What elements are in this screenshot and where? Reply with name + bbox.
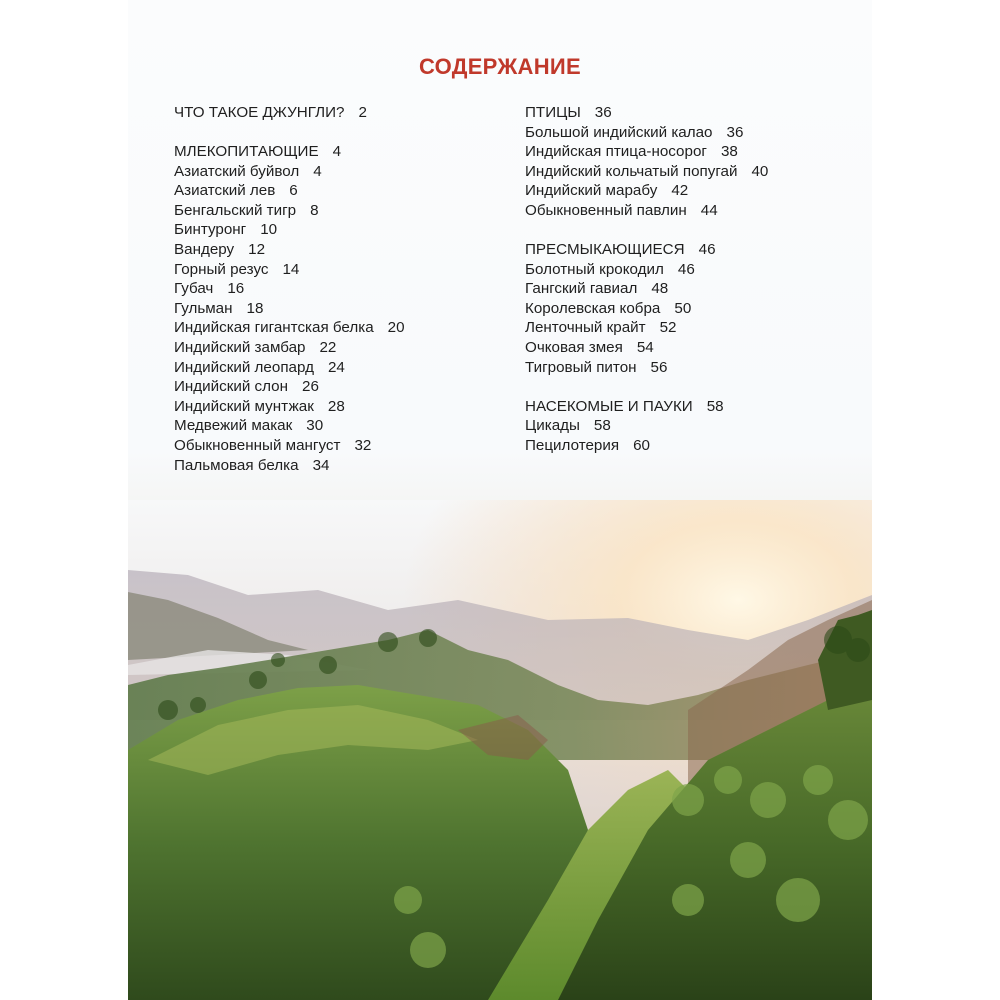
toc-entry-label: Цикады (525, 417, 580, 435)
toc-entry-label: Индийская птица-носорог (525, 143, 707, 161)
toc-entry-page: 24 (327, 358, 345, 376)
toc-entry-page: 8 (310, 201, 319, 219)
toc-entry (525, 162, 768, 182)
toc-heading-label: МЛЕКОПИТАЮЩИЕ (174, 143, 319, 161)
toc-entry-page: 14 (282, 260, 300, 278)
toc-entry (174, 377, 405, 397)
toc-entry-label: Очковая змея (525, 339, 623, 357)
toc-entry-page: 16 (227, 280, 245, 298)
toc-heading-page: 4 (332, 143, 342, 161)
toc-entry-page: 54 (636, 339, 654, 357)
toc-entry (174, 436, 405, 456)
toc-section (174, 142, 405, 475)
toc-entry-page: 22 (319, 339, 337, 357)
toc-entry (174, 240, 405, 260)
toc-entry (174, 397, 405, 417)
toc-entry (174, 279, 405, 299)
toc-section-heading (525, 397, 768, 417)
toc-entry-label: Королевская кобра (525, 299, 661, 317)
toc-entry-label: Индийский леопард (174, 358, 314, 376)
toc-entry-label: Обыкновенный мангуст (174, 437, 341, 454)
toc-entry (525, 299, 768, 319)
toc-heading-label: НАСЕКОМЫЕ И ПАУКИ (525, 397, 693, 415)
toc-entry-label: Индийский замбар (174, 339, 306, 357)
landscape-illustration (128, 500, 872, 1000)
toc-heading-label: ЧТО ТАКОЕ ДЖУНГЛИ? (174, 104, 345, 121)
toc-entry-label: Губач (174, 280, 214, 298)
toc-entry-label: Пальмовая белка (174, 456, 299, 474)
toc-entry (174, 318, 405, 338)
toc-entry (525, 338, 768, 358)
toc-section-heading (525, 103, 768, 123)
toc-section-heading (525, 240, 768, 260)
toc-entry-label: Пецилотерия (525, 436, 620, 454)
toc-section (525, 103, 768, 221)
toc-entry-label: Индийский мунтжак (174, 397, 314, 415)
toc-heading-page: 2 (358, 104, 367, 121)
toc-entry (174, 299, 405, 319)
toc-entry-page: 60 (633, 436, 650, 454)
toc-entry-label: Бенгальский тигр (174, 201, 297, 219)
toc-entry-label: Вандеру (174, 241, 235, 259)
toc-entry-label: Медвежий макак (174, 417, 293, 435)
toc-section (525, 240, 768, 377)
toc-entry-page: 52 (659, 319, 677, 337)
toc-entry-page: 34 (312, 456, 330, 474)
toc-entry (174, 416, 405, 436)
toc-entry (525, 416, 768, 436)
book-page (128, 0, 872, 1000)
toc-entry-page: 28 (327, 397, 345, 415)
toc-right-column (525, 103, 768, 475)
page-title: СОДЕРЖАНИЕ (418, 54, 582, 79)
toc-left-column (174, 103, 405, 495)
toc-entry-page: 48 (651, 280, 669, 298)
toc-entry-label: Индийская гигантская белка (174, 319, 374, 337)
toc-entry (174, 358, 405, 378)
toc-entry-label: Азиатский буйвол (174, 162, 300, 180)
toc-entry (525, 436, 768, 456)
toc-entry-page: 26 (302, 378, 319, 396)
toc-entry (174, 338, 405, 358)
toc-entry (525, 142, 768, 162)
toc-entry (525, 358, 768, 378)
toc-entry (174, 201, 405, 221)
toc-entry (174, 260, 405, 280)
toc-entry-label: Болотный крокодил (525, 260, 664, 278)
toc-entry-label: Горный резус (174, 260, 269, 278)
toc-entry-page: 18 (246, 299, 264, 317)
toc-entry-label: Бинтуронг (174, 221, 247, 239)
toc-entry-page: 58 (593, 417, 611, 435)
toc-entry (174, 456, 405, 476)
toc-entry-page: 12 (248, 241, 266, 259)
toc-entry-page: 56 (650, 358, 668, 376)
toc-section-heading (174, 103, 405, 123)
toc-entry-label: Большой индийский калао (525, 123, 713, 141)
toc-entry-label: Тигровый питон (525, 358, 637, 376)
toc-entry (174, 162, 405, 182)
toc-entry-page: 36 (726, 123, 744, 141)
toc-entry-label: Гангский гавиал (525, 280, 638, 298)
toc-entry-page: 6 (289, 182, 298, 200)
toc-entry-label: Ленточный крайт (525, 319, 646, 337)
toc-entry-label: Индийский кольчатый попугай (525, 162, 738, 180)
toc-heading-page: 36 (594, 104, 612, 121)
toc-entry (525, 181, 768, 201)
toc-entry (174, 220, 405, 240)
toc-entry-page: 38 (720, 143, 738, 161)
toc-entry-label: Индийский марабу (525, 182, 658, 200)
toc-heading-label: ПРЕСМЫКАЮЩИЕСЯ (525, 241, 685, 259)
toc-entry-page: 50 (674, 299, 692, 317)
toc-entry (525, 260, 768, 280)
toc-entry-page: 20 (387, 319, 405, 337)
toc-section-heading (174, 142, 405, 162)
toc-entry (525, 318, 768, 338)
toc-entry-label: Гульман (174, 299, 233, 317)
toc-heading-page: 58 (706, 397, 724, 415)
toc-entry (525, 201, 768, 221)
toc-entry-page: 42 (671, 182, 689, 200)
toc-entry-page: 10 (260, 221, 278, 239)
toc-entry-page: 46 (677, 260, 695, 278)
toc-entry-page: 44 (700, 201, 718, 219)
toc-section (174, 103, 405, 123)
toc-section (525, 397, 768, 456)
toc-heading-page: 46 (698, 241, 716, 259)
toc-entry-label: Индийский слон (174, 378, 289, 396)
toc-entry-label: Обыкновенный павлин (525, 201, 687, 219)
toc-entry-page: 40 (751, 162, 769, 180)
toc-entry-page: 30 (306, 417, 324, 435)
toc-entry-page: 32 (354, 437, 372, 454)
jungle-landscape-photo (128, 500, 872, 1000)
toc-entry (525, 123, 768, 143)
toc-entry (174, 181, 405, 201)
toc-entry-page: 4 (313, 162, 322, 180)
toc-entry (525, 279, 768, 299)
toc-heading-label: ПТИЦЫ (525, 104, 581, 121)
toc-entry-label: Азиатский лев (174, 182, 276, 200)
